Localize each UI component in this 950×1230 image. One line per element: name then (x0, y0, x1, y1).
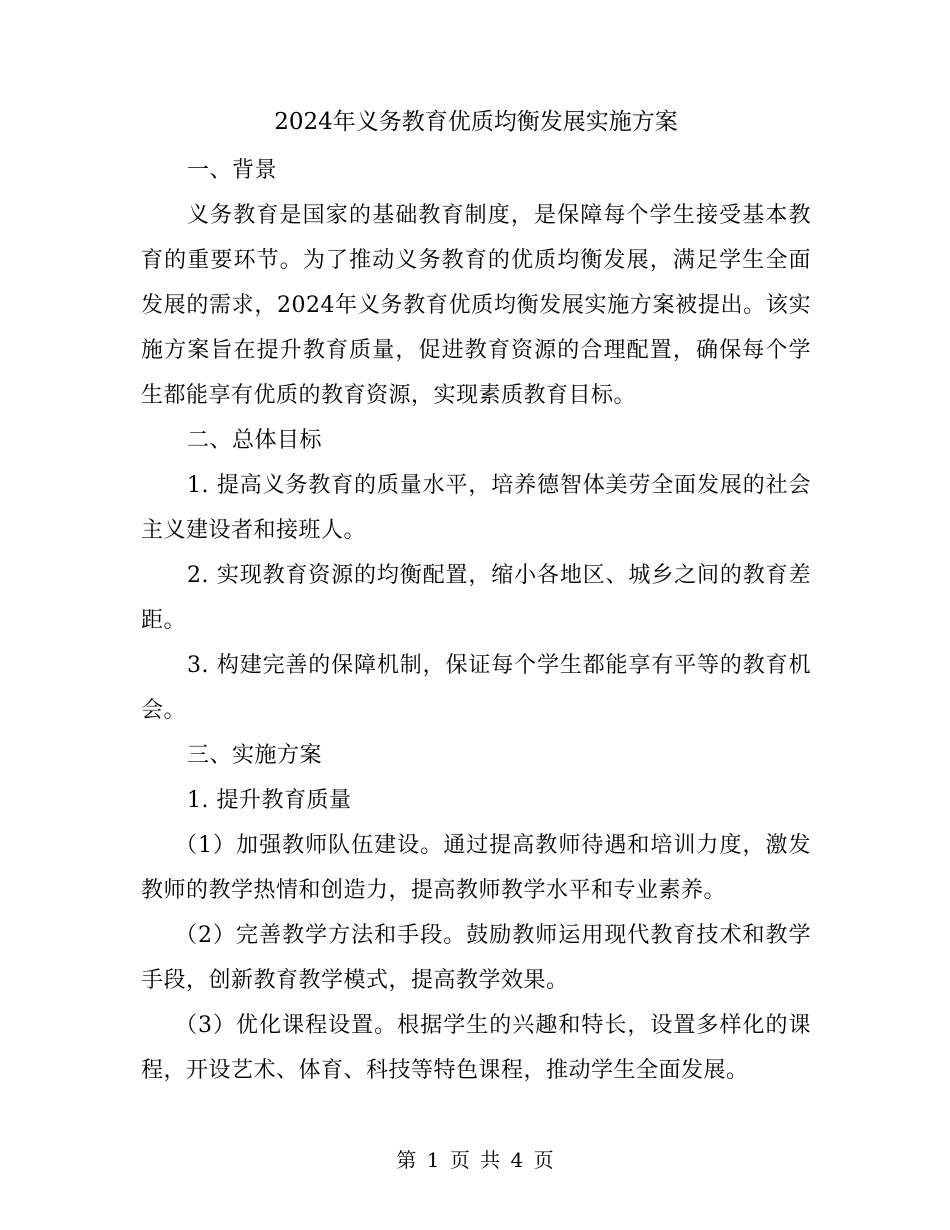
plan-item-teaching-methods: （2）完善教学方法和手段。鼓励教师运用现代教育技术和教学手段，创新教育教学模式，提高教学效果。 (141, 923, 811, 993)
section-heading-implementation-plan: 三、实施方案 (187, 743, 323, 768)
section-heading-overall-goals: 二、总体目标 (187, 428, 323, 453)
document-title: 2024年义务教育优质均衡发展实施方案 (274, 109, 678, 135)
page-number-footer: 第 1 页 共 4 页 (396, 1148, 554, 1172)
goal-item-3: 3. 构建完善的保障机制，保证每个学生都能享有平等的教育机会。 (141, 653, 811, 723)
plan-item-teachers: （1）加强教师队伍建设。通过提高教师待遇和培训力度，激发教师的教学热情和创造力，提高教师教学水平和专业素养。 (141, 833, 811, 903)
plan-item-curriculum: （3）优化课程设置。根据学生的兴趣和特长，设置多样化的课程，开设艺术、体育、科技等特色课程，推动学生全面发展。 (141, 1013, 811, 1083)
paragraph-background: 义务教育是国家的基础教育制度，是保障每个学生接受基本教育的重要环节。为了推动义务教育的优质均衡发展，满足学生全面发展的需求，2024年义务教育优质均衡发展实施方案被提出。该实施方案旨在提升教育质量，促进教育资源的合理配置，确保每个学生都能享有优质的教育资源，实现素质教育目标。 (141, 203, 811, 408)
subsection-heading-improve-quality: 1. 提升教育质量 (187, 788, 352, 813)
section-heading-background: 一、背景 (187, 158, 278, 183)
document-body (141, 102, 811, 1093)
goal-item-1: 1. 提高义务教育的质量水平，培养德智体美劳全面发展的社会主义建设者和接班人。 (141, 473, 811, 543)
goal-item-2: 2. 实现教育资源的均衡配置，缩小各地区、城乡之间的教育差距。 (141, 563, 811, 633)
